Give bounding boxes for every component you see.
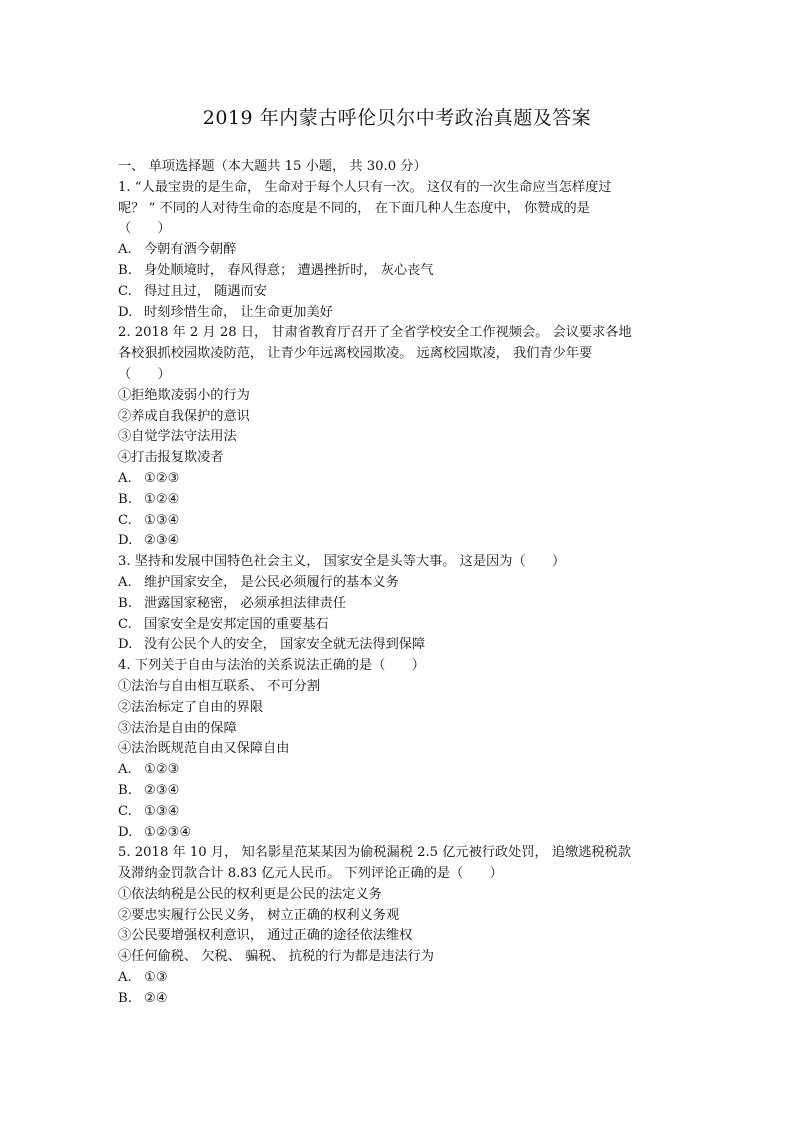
answer-option [118,490,678,511]
question-stem-line: 2. 2018 年 2 月 28 日， 甘肃省教育厅召开了全省学校安全工作视频会。 会议要求各地 [118,325,632,341]
question-1 [118,178,678,324]
question-5 [118,843,678,1009]
option-text: 时刻珍惜生命， 让生命更加美好 [144,304,333,320]
option-text: ②④ [144,990,168,1006]
option-letter: D. [118,637,133,653]
question-stem-line: 呢？ ” 不同的人对待生命的态度是不同的， 在下面几种人生态度中， 你赞成的是 [118,200,590,216]
answer-option [118,282,678,303]
option-letter: A. [118,762,132,778]
answer-option [118,781,678,802]
option-letter: B. [118,262,132,278]
option-letter: B. [118,990,132,1006]
statement-item: ③法治是自由的保障 [118,720,237,736]
answer-option [118,823,678,844]
section-header: 一、 单项选择题（本大题共 15 小题， 共 30.0 分） [118,159,427,174]
question-4 [118,656,678,843]
option-letter: C. [118,616,132,632]
option-text: ①②③ [144,762,180,778]
option-text: ①③ [144,970,168,986]
answer-option [118,594,678,615]
answer-option [118,802,678,823]
statement-item: ①法治与自由相互联系、 不可分割 [118,678,321,694]
answer-option [118,615,678,636]
page-title: 2019 年内蒙古呼伦贝尔中考政治真题及答案 [202,107,592,129]
statement-item: ④法治既规范自由又保障自由 [118,741,290,757]
exam-body [118,157,678,1010]
answer-option [118,261,678,282]
option-text: ①③④ [144,803,180,819]
statement-item: ④任何偷税、 欠税、 骗税、 抗税的行为都是违法行为 [118,949,434,965]
option-text: 没有公民个人的安全， 国家安全就无法得到保障 [144,637,426,653]
answer-option [118,760,678,781]
option-text: 身处顺境时， 春风得意； 遭遇挫折时， 灰心丧气 [144,262,434,278]
statement-item: ②要忠实履行公民义务， 树立正确的权利义务观 [118,907,400,923]
answer-option [118,511,678,532]
statement-item: ①依法纳税是公民的权利更是公民的法定义务 [118,886,382,902]
option-text: 国家安全是安邦定国的重要基石 [144,616,329,632]
option-letter: A. [118,574,132,590]
option-text: 得过且过， 随遇而安 [144,283,267,299]
answer-option [118,635,678,656]
option-text: ②③④ [144,533,180,549]
option-letter: D. [118,533,133,549]
answer-option [118,303,678,324]
option-letter: A. [118,470,132,486]
question-stem-line: （ ） [118,366,171,382]
option-letter: B. [118,782,132,798]
question-stem-line: （ ） [118,221,171,237]
option-letter: B. [118,491,132,507]
option-text: 今朝有酒今朝醉 [144,242,237,258]
question-2 [118,323,678,552]
option-text: ①②④ [144,491,180,507]
answer-option [118,240,678,261]
option-letter: C. [118,512,132,528]
answer-option [118,531,678,552]
option-text: ①②③ [144,470,180,486]
question-stem-line: 各校狠抓校园欺凌防范， 让青少年远离校园欺凌。 远离校园欺凌， 我们青少年要 [118,346,593,362]
statement-item: ③公民要增强权利意识， 通过正确的途径依法维权 [118,928,413,944]
question-stem-line: 1. “人最宝贵的是生命， 生命对于每个人只有一次。 这仅有的一次生命应当怎样度过 [118,179,612,195]
option-letter: D. [118,824,133,840]
statement-item: ④打击报复欺凌者 [118,450,224,466]
question-list [118,178,678,1010]
option-text: 泄露国家秘密， 必须承担法律责任 [144,595,347,611]
question-stem-line: 5. 2018 年 10 月， 知名影星范某某因为偷税漏税 2.5 亿元被行政处罚， 追缴逃税税款 [118,845,632,861]
option-text: 维护国家安全， 是公民必须履行的基本义务 [144,574,399,590]
answer-option [118,989,678,1010]
option-text: ①②③④ [144,824,192,840]
answer-option [118,968,678,989]
statement-item: ③自觉学法守法用法 [118,429,237,445]
statement-item: ②法治标定了自由的界限 [118,699,264,715]
question-stem-line: 4. 下列关于自由与法治的关系说法正确的是（ ） [118,658,425,674]
question-3 [118,552,678,656]
option-text: ②③④ [144,782,180,798]
option-letter: A. [118,970,132,986]
answer-option [118,469,678,490]
option-letter: C. [118,283,132,299]
question-stem-line: 3. 坚持和发展中国特色社会主义， 国家安全是头等大事。 这是因为（ ） [118,554,566,570]
question-stem-line: 及滞纳金罚款合计 8.83 亿元人民币。 下列评论正确的是（ ） [118,866,503,882]
option-letter: C. [118,803,132,819]
option-text: ①③④ [144,512,180,528]
statement-item: ①拒绝欺凌弱小的行为 [118,387,250,403]
option-letter: D. [118,304,133,320]
statement-item: ②养成自我保护的意识 [118,408,250,424]
option-letter: B. [118,595,132,611]
answer-option [118,573,678,594]
option-letter: A. [118,242,132,258]
